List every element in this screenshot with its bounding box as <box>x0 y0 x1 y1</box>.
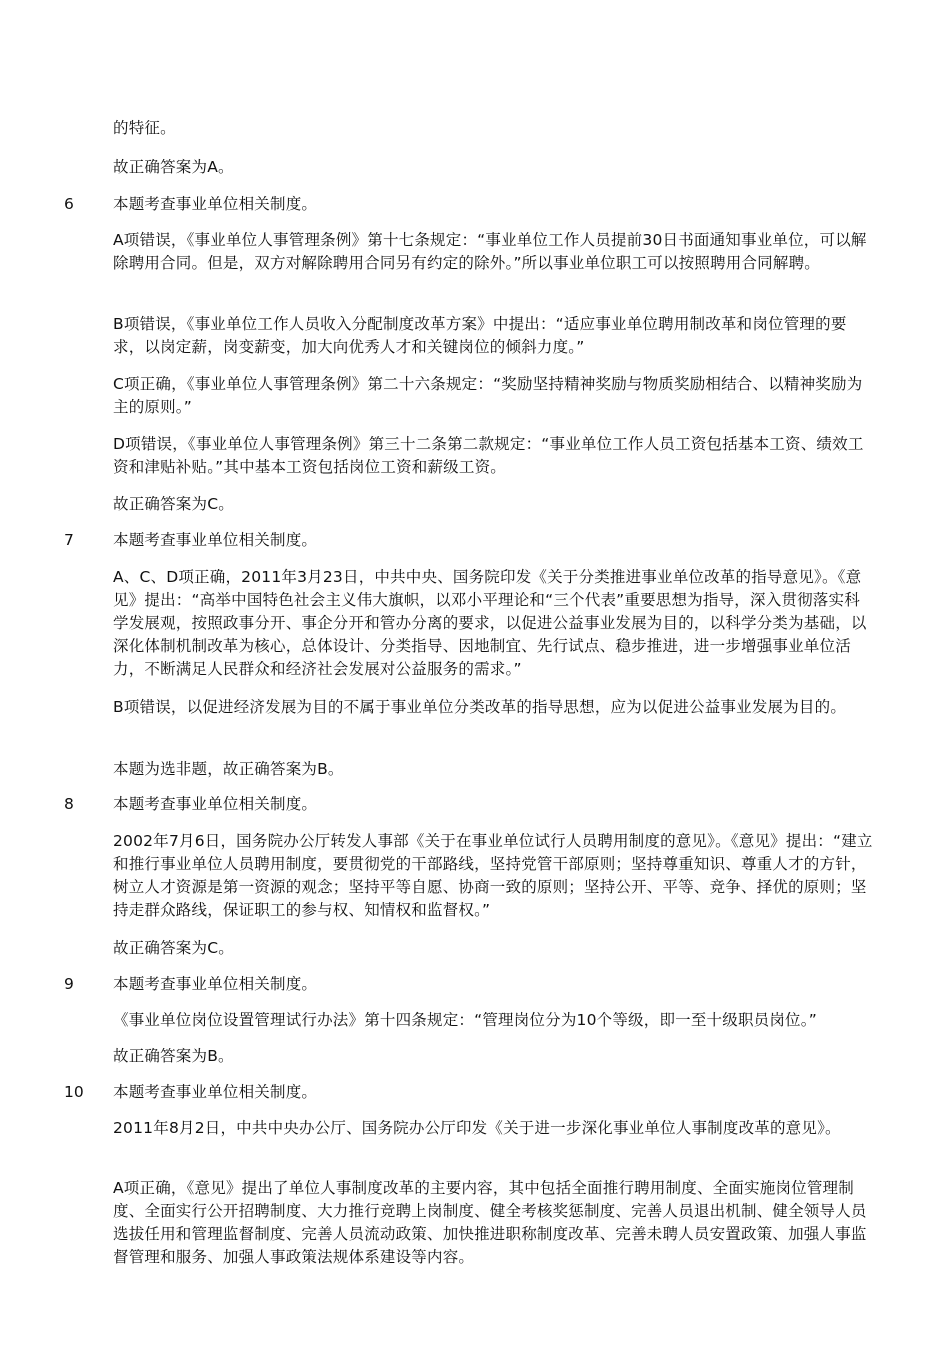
answer-line: 故正确答案为C。 <box>113 939 234 957</box>
answer-line: 故正确答案为B。 <box>113 1047 234 1065</box>
paragraph: 2011年8月2日，中共中央办公厅、国务院办公厅印发《关于进一步深化事业单位人事制度改革的意见》。 <box>113 1119 841 1137</box>
paragraph: A项错误，《事业单位人事管理条例》第十七条规定：“事业单位工作人员提前30日书面通知事业单位，可以解除聘用合同。但是，双方对解除聘用合同另有约定的除外。”所以事业单位职工可以按照聘用合同解聘。 <box>113 231 867 272</box>
paragraph: C项正确，《事业单位人事管理条例》第二十六条规定：“奖励坚持精神奖励与物质奖励相结合、以精神奖励为主的原则。” <box>113 375 863 416</box>
question-number: 7 <box>64 531 74 549</box>
paragraph: A项正确，《意见》提出了单位人事制度改革的主要内容，其中包括全面推行聘用制度、全面实施岗位管理制度、全面实行公开招聘制度、大力推行竞聘上岗制度、健全考核奖惩制度、完善人员退出机制、健全领导人员选拔任用和管理监督制度、完善人员流动政策、加快推进职称制度改革、完善未聘人员安置政策、加强人事监督管理和服务、加强人事政策法规体系建设等内容。 <box>113 1179 867 1266</box>
question-topic: 本题考查事业单位相关制度。 <box>113 1083 318 1101</box>
question-number: 9 <box>64 975 74 993</box>
paragraph: D项错误，《事业单位人事管理条例》第三十二条第二款规定：“事业单位工作人员工资包括基本工资、绩效工资和津贴补贴。”其中基本工资包括岗位工资和薪级工资。 <box>113 435 864 476</box>
question-number: 10 <box>64 1083 84 1101</box>
paragraph: A、C、D项正确，2011年3月23日，中共中央、国务院印发《关于分类推进事业单位改革的指导意见》。《意见》提出：“高举中国特色社会主义伟大旗帜，以邓小平理论和“三个代表”重要思想为指导，深入贯彻落实科学发展观，按照政事分开、事企分开和管办分离的要求，以促进公益事业发展为目的，以科学分类为基础，以深化体制机制改革为核心，总体设计、分类指导、因地制宜、先行试点、稳步推进，进一步增强事业单位活力，不断满足人民群众和经济社会发展对公益服务的需求。” <box>113 568 867 678</box>
paragraph: 2002年7月6日，国务院办公厅转发人事部《关于在事业单位试行人员聘用制度的意见》。《意见》提出：“建立和推行事业单位人员聘用制度，要贯彻党的干部路线，坚持党管干部原则；坚持尊重知识、尊重人才的方针，树立人才资源是第一资源的观念；坚持平等自愿、协商一致的原则；坚持公开、平等、竞争、择优的原则；坚持走群众路线，保证职工的参与权、知情权和监督权。” <box>113 832 873 919</box>
answer-line: 故正确答案为C。 <box>113 495 234 513</box>
paragraph: B项错误，以促进经济发展为目的不属于事业单位分类改革的指导思想，应为以促进公益事业发展为目的。 <box>113 698 847 716</box>
question-topic: 本题考查事业单位相关制度。 <box>113 195 318 213</box>
answer-line: 本题为选非题，故正确答案为B。 <box>113 760 344 778</box>
paragraph: 的特征。 <box>113 119 176 137</box>
question-topic: 本题考查事业单位相关制度。 <box>113 975 318 993</box>
answer-line: 故正确答案为A。 <box>113 158 234 176</box>
paragraph: B项错误，《事业单位工作人员收入分配制度改革方案》中提出：“适应事业单位聘用制改革和岗位管理的要求，以岗定薪，岗变薪变，加大向优秀人才和关键岗位的倾斜力度。” <box>113 315 847 356</box>
question-topic: 本题考查事业单位相关制度。 <box>113 531 318 549</box>
paragraph: 《事业单位岗位设置管理试行办法》第十四条规定：“管理岗位分为10个等级，即一至十级职员岗位。” <box>113 1011 817 1029</box>
question-topic: 本题考查事业单位相关制度。 <box>113 795 318 813</box>
question-number: 8 <box>64 795 74 813</box>
question-number: 6 <box>64 195 74 213</box>
